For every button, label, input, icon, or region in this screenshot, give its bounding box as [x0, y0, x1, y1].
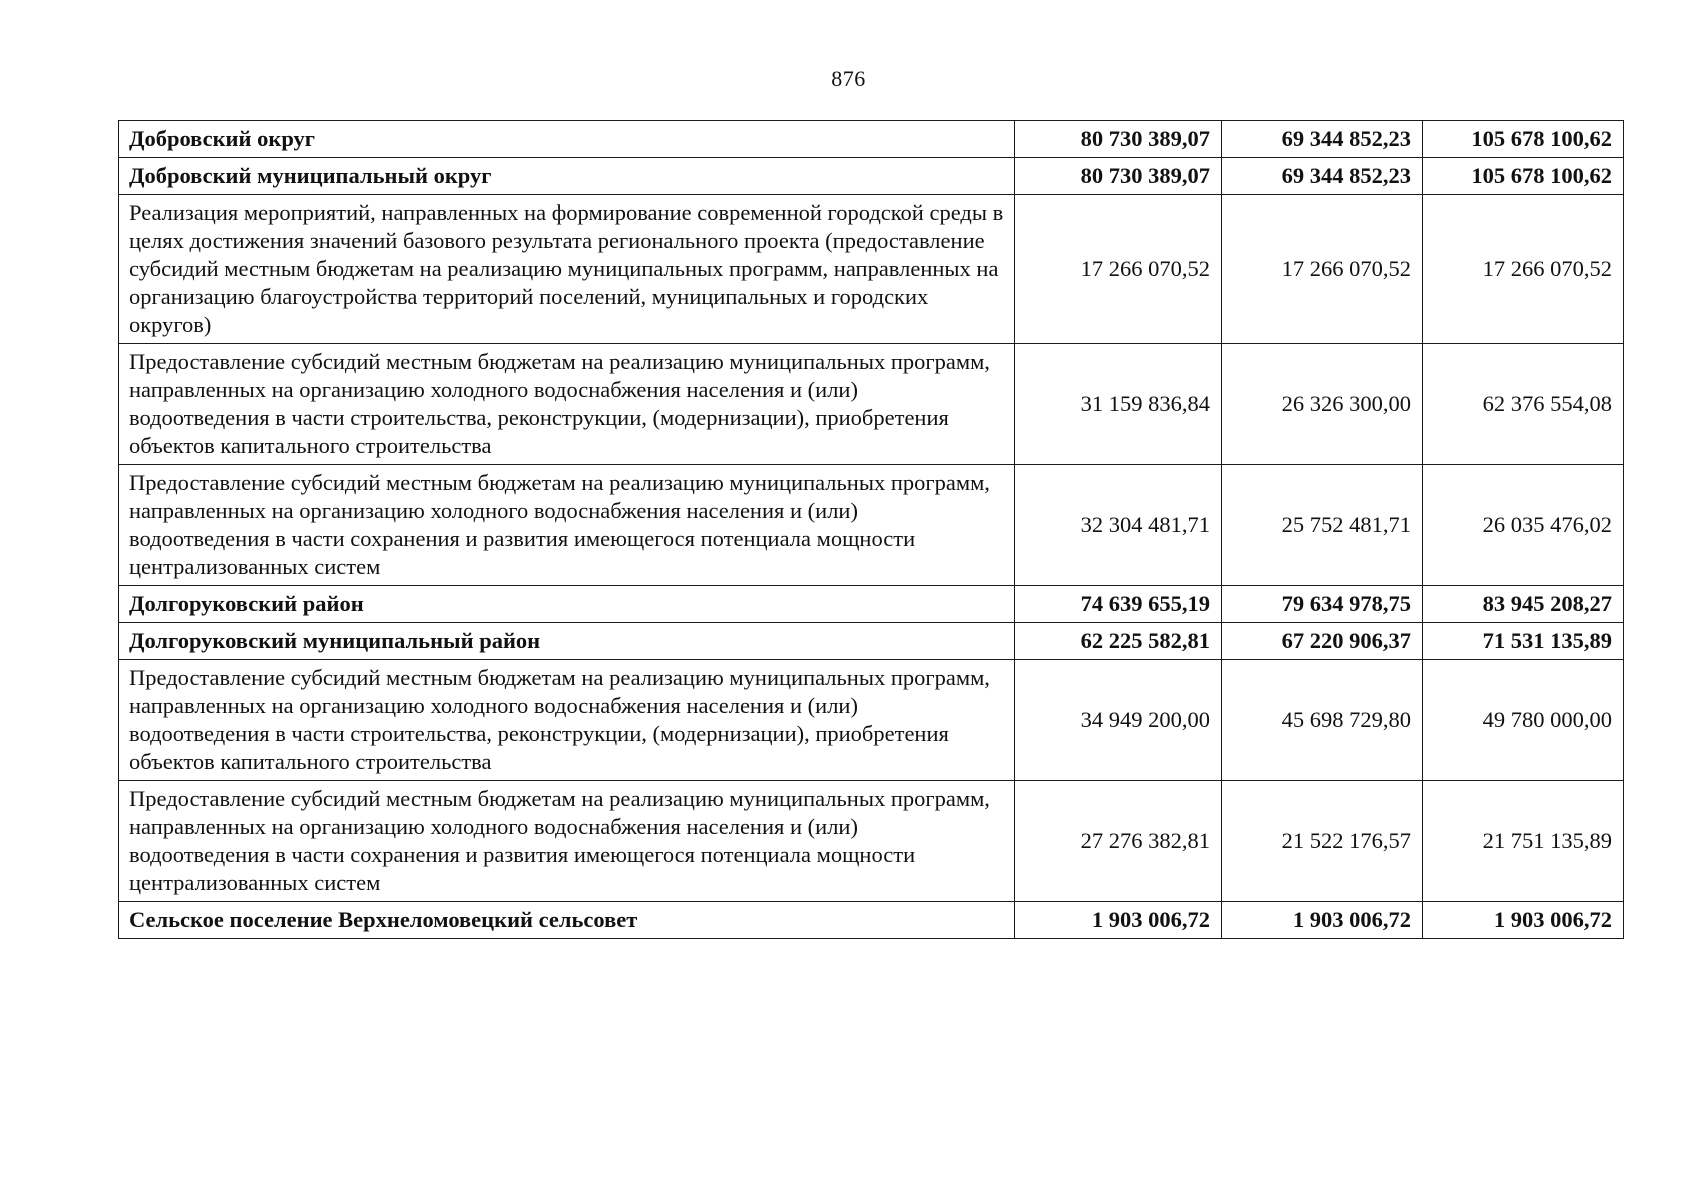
row-value-year-2: 69 344 852,23	[1222, 121, 1423, 158]
row-value-year-2: 79 634 978,75	[1222, 586, 1423, 623]
row-label: Добровский округ	[119, 121, 1015, 158]
row-value-year-2: 1 903 006,72	[1222, 902, 1423, 939]
row-label: Предоставление субсидий местным бюджетам на реализацию муниципальных программ, направленных на организацию холодного водоснабжения населения и (или) водоотведения в части строительства, реконструкции, (модернизации), приобретения объектов капитального строительства	[119, 660, 1015, 781]
row-label: Предоставление субсидий местным бюджетам на реализацию муниципальных программ, направленных на организацию холодного водоснабжения населения и (или) водоотведения в части сохранения и развития имеющегося потенциала мощности централизованных систем	[119, 781, 1015, 902]
row-value-year-3: 105 678 100,62	[1423, 121, 1624, 158]
row-label: Реализация мероприятий, направленных на формирование современной городской среды в целях достижения значений базового результата регионального проекта (предоставление субсидий местным бюджетам на реализацию муниципальных программ, направленных на организацию благоустройства территорий поселений, муниципальных и городских округов)	[119, 195, 1015, 344]
row-value-year-2: 69 344 852,23	[1222, 158, 1423, 195]
row-value-year-2: 21 522 176,57	[1222, 781, 1423, 902]
row-value-year-3: 71 531 135,89	[1423, 623, 1624, 660]
table-row	[119, 660, 1624, 781]
row-value-year-1: 34 949 200,00	[1015, 660, 1222, 781]
table-row	[119, 158, 1624, 195]
row-value-year-1: 74 639 655,19	[1015, 586, 1222, 623]
row-value-year-2: 25 752 481,71	[1222, 465, 1423, 586]
row-value-year-2: 67 220 906,37	[1222, 623, 1423, 660]
row-value-year-1: 17 266 070,52	[1015, 195, 1222, 344]
table-row	[119, 902, 1624, 939]
table-row	[119, 344, 1624, 465]
row-value-year-3: 105 678 100,62	[1423, 158, 1624, 195]
row-label: Добровский муниципальный округ	[119, 158, 1015, 195]
row-value-year-1: 27 276 382,81	[1015, 781, 1222, 902]
row-value-year-1: 32 304 481,71	[1015, 465, 1222, 586]
row-value-year-3: 26 035 476,02	[1423, 465, 1624, 586]
table-row	[119, 121, 1624, 158]
row-label: Долгоруковский муниципальный район	[119, 623, 1015, 660]
table-row	[119, 195, 1624, 344]
row-value-year-3: 83 945 208,27	[1423, 586, 1624, 623]
row-value-year-2: 17 266 070,52	[1222, 195, 1423, 344]
budget-table	[118, 120, 1624, 939]
row-value-year-3: 1 903 006,72	[1423, 902, 1624, 939]
row-label: Долгоруковский район	[119, 586, 1015, 623]
table-row	[119, 781, 1624, 902]
table-row	[119, 623, 1624, 660]
row-value-year-3: 17 266 070,52	[1423, 195, 1624, 344]
row-value-year-2: 26 326 300,00	[1222, 344, 1423, 465]
row-value-year-3: 62 376 554,08	[1423, 344, 1624, 465]
row-value-year-2: 45 698 729,80	[1222, 660, 1423, 781]
table-row	[119, 586, 1624, 623]
row-value-year-1: 80 730 389,07	[1015, 121, 1222, 158]
row-value-year-3: 21 751 135,89	[1423, 781, 1624, 902]
page-number: 876	[831, 66, 866, 91]
row-value-year-1: 1 903 006,72	[1015, 902, 1222, 939]
row-label: Предоставление субсидий местным бюджетам на реализацию муниципальных программ, направленных на организацию холодного водоснабжения населения и (или) водоотведения в части строительства, реконструкции, (модернизации), приобретения объектов капитального строительства	[119, 344, 1015, 465]
budget-table-body	[119, 121, 1624, 939]
row-label: Предоставление субсидий местным бюджетам на реализацию муниципальных программ, направленных на организацию холодного водоснабжения населения и (или) водоотведения в части сохранения и развития имеющегося потенциала мощности централизованных систем	[119, 465, 1015, 586]
row-value-year-3: 49 780 000,00	[1423, 660, 1624, 781]
row-value-year-1: 31 159 836,84	[1015, 344, 1222, 465]
row-value-year-1: 62 225 582,81	[1015, 623, 1222, 660]
row-label: Сельское поселение Верхнеломовецкий сельсовет	[119, 902, 1015, 939]
table-row	[119, 465, 1624, 586]
row-value-year-1: 80 730 389,07	[1015, 158, 1222, 195]
